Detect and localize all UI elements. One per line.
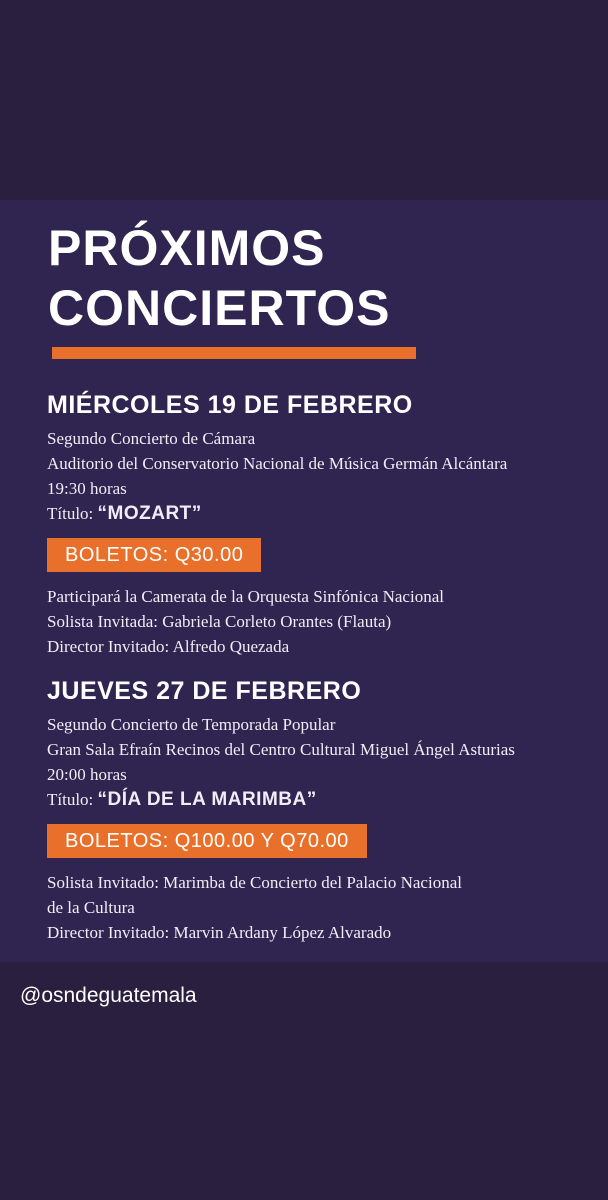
event-concert-name: Segundo Concierto de Temporada Popular (47, 715, 336, 734)
event-title-row (47, 787, 515, 812)
event-venue: Gran Sala Efraín Recinos del Centro Cultural Miguel Ángel Asturias (47, 740, 515, 759)
event-title-label: Título: (47, 790, 94, 809)
ticket-price-badge: BOLETOS: Q100.00 Y Q70.00 (47, 824, 367, 858)
event-title-row (47, 501, 507, 526)
event-concert-name: Segundo Concierto de Cámara (47, 429, 256, 448)
event-title-value: “DÍA DE LA MARIMBA” (97, 789, 317, 810)
social-handle: @osndeguatemala (20, 984, 197, 1007)
event-title-label: Título: (47, 504, 94, 523)
event-card-1 (47, 390, 507, 659)
event-detail-line: Solista Invitado: Marimba de Concierto del Palacio Nacional (47, 873, 462, 892)
event-time: 20:00 horas (47, 765, 127, 784)
top-background (0, 0, 608, 200)
title-line-1: PRÓXIMOS (48, 220, 326, 276)
title-line-2: CONCIERTOS (48, 280, 391, 336)
event-date: MIÉRCOLES 19 DE FEBRERO (47, 391, 413, 419)
ticket-price-badge: BOLETOS: Q30.00 (47, 538, 261, 572)
title-underline (52, 347, 416, 359)
event-detail-line: Solista Invitada: Gabriela Corleto Orantes (Flauta) (47, 612, 392, 631)
event-title-value: “MOZART” (97, 503, 202, 524)
event-detail-line: Participará la Camerata de la Orquesta Sinfónica Nacional (47, 587, 444, 606)
event-detail-line: Director Invitado: Alfredo Quezada (47, 637, 290, 656)
event-date: JUEVES 27 DE FEBRERO (47, 677, 362, 705)
event-detail-line: de la Cultura (47, 898, 135, 917)
event-card-2 (47, 676, 515, 945)
event-venue: Auditorio del Conservatorio Nacional de Música Germán Alcántara (47, 454, 508, 473)
event-time: 19:30 horas (47, 479, 127, 498)
poster-title (48, 218, 390, 338)
event-detail-line: Director Invitado: Marvin Ardany López Alvarado (47, 923, 392, 942)
